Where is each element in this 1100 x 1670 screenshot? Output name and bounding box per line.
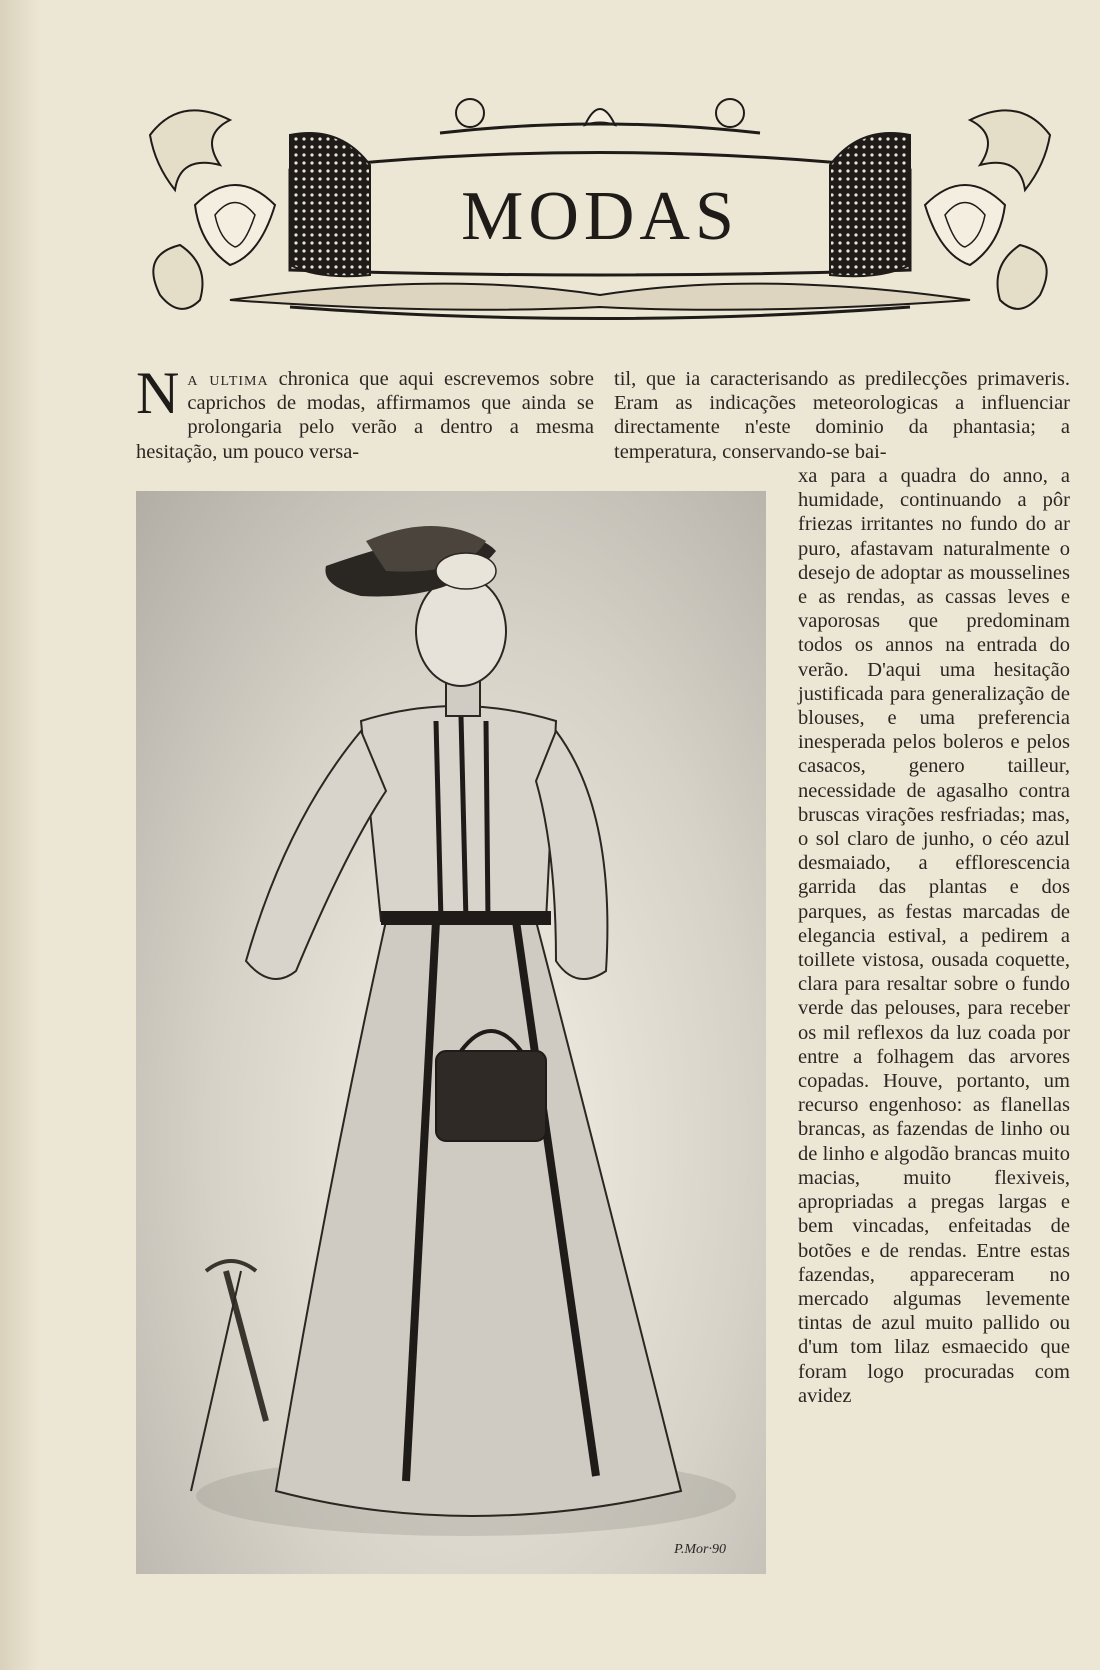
fashion-illustration [136,491,766,1574]
ornamental-header [140,95,1060,335]
page-gutter [0,0,40,1670]
intro-text: chronica que aqui escrevemos sobre caprichos de modas, affirmamos que ainda se prolongaria pelo verão a dentro a mesma hesitação, um pouco versa- [136,368,594,463]
article-continuation-top: til, que ia caracterisando as predilecções primaveris. Eram as indicações meteorologicas a influenciar directamente n'este dominio da phantasia; a temperatura, conservando-se bai- [614,368,1070,463]
lead-smallcaps: a ultima [187,368,269,390]
woman-in-gown-figure [136,491,766,1574]
section-title: MODAS [461,178,739,255]
article-intro-paragraph [136,360,594,464]
drop-cap: N [136,360,180,426]
artist-signature: P.Mor·90 [674,1542,726,1557]
article-body-column: xa para a quadra do anno, a humidade, continuando a pôr friezas irritantes no fundo do ar puro, afastavam naturalmente o desejo de adoptar as mousselines e as rendas, as cassas leves e vaporosas que predominam todos os annos na entrada do verão. D'aqui uma hesitação justificada para generalização de blouses, e uma preferencia inesperada pelos boleros e pelos casacos, genero tailleur, necessidade de agasalho contra bruscas virações resfriadas; mas, o sol claro de junho, o céo azul desmaiado, a efflorescencia garrida das plantas e dos parques, as festas marcadas de elegancia estival, a pedirem a toillete vistosa, ousada coquette, clara para resaltar sobre o fundo verde das pelouses, para receber os mil reflexos da luz coada por entre a folhagem das arvores copadas. Houve, portanto, um recurso engenhoso: as flanellas brancas, as fazendas de linho ou de linho e algodão brancas muito macias, muito flexiveis, apropriadas a pregas largas e bem vincadas, enfeitadas de botões e de rendas. Entre estas fazendas, appareceram no mercado algumas levemente tintas de azul muito pallido ou d'um tom lilaz esmaecido que foram logo procuradas com avidez [798,465,1070,1407]
